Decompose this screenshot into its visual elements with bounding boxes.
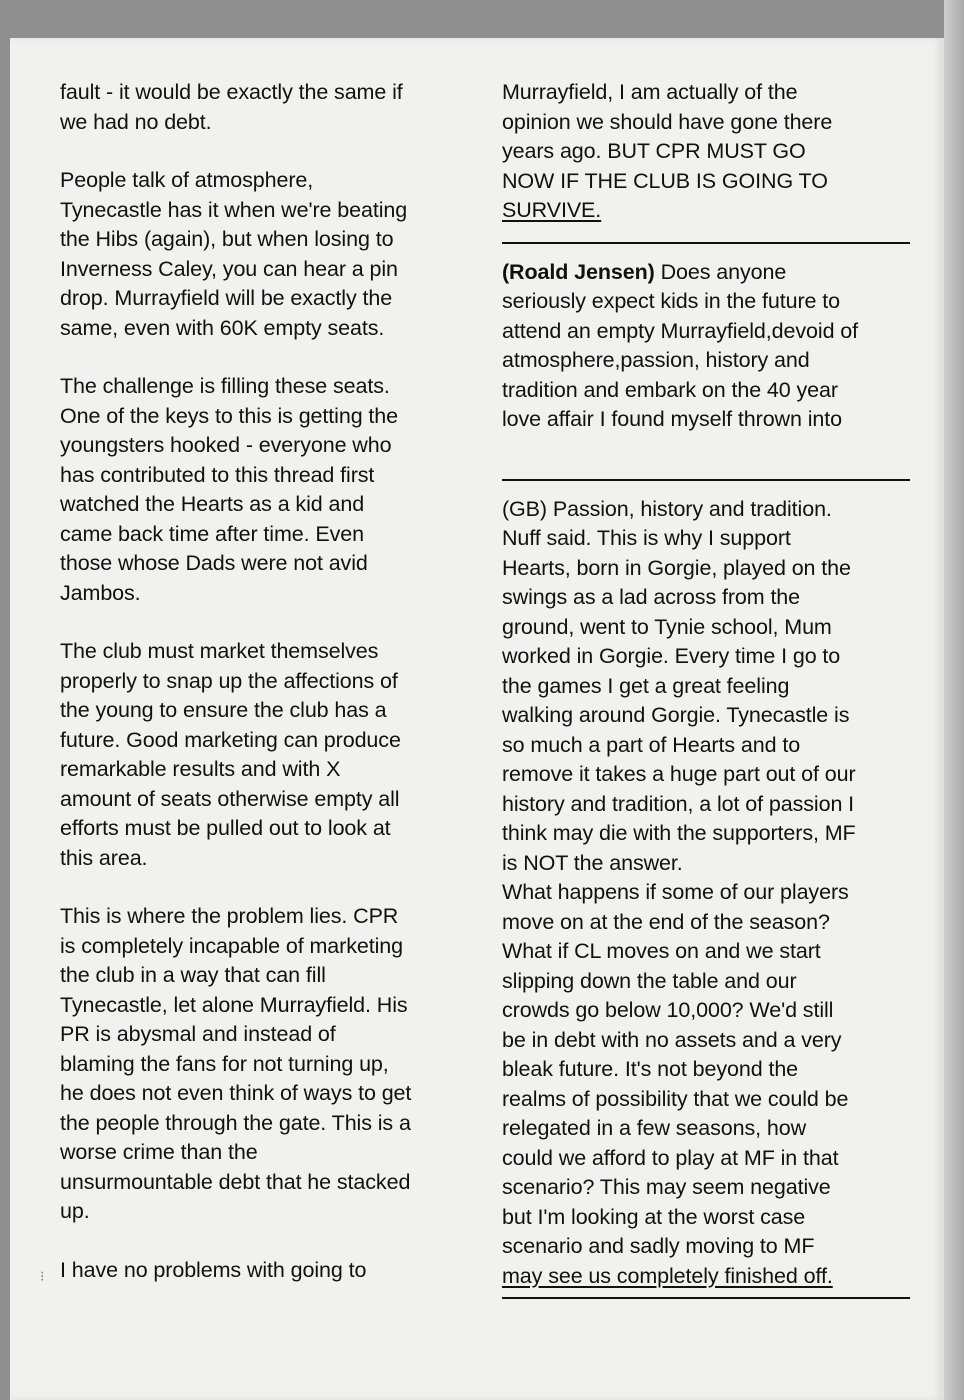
scan-speck: ⁝: [40, 1268, 45, 1284]
right-column: [502, 78, 922, 1313]
left-paragraph-6: I have no problems with going to: [60, 1257, 367, 1282]
right-paragraph-2: [502, 258, 922, 435]
left-paragraph-1: fault - it would be exactly the same if we had no debt.: [60, 80, 403, 134]
left-column: [60, 78, 470, 1285]
page-edge: [944, 0, 964, 1400]
right-paragraph-3-end: may see us completely finished off.: [502, 1263, 833, 1288]
right-paragraph-2-text: Does anyone seriously expect kids in the future to attend an empty Murrayfield,devoid of atmosphere,passion, history and tradition and embark on the 40 year love affair I found myself thrown into: [502, 259, 859, 431]
divider-3: [502, 1297, 910, 1299]
divider-1: [502, 242, 910, 244]
right-paragraph-1-end: SURVIVE.: [502, 198, 602, 222]
left-paragraph-4: The club must market themselves properly to snap up the affections of the young to ensure the club has a future. Good marketing can produce remarkable results and with X amount of seats otherwise empty all efforts must be pulled out to look at this area.: [60, 639, 401, 870]
author-roald-jensen: (Roald Jensen): [502, 259, 655, 284]
left-paragraph-2: People talk of atmosphere, Tynecastle has it when we're beating the Hibs (again), but when losing to Inverness Caley, you can hear a pin drop. Murrayfield will be exactly the same, even with 60K empty seats.: [60, 168, 408, 340]
left-paragraph-3: The challenge is filling these seats. One of the keys to this is getting the youngsters hooked - everyone who has contributed to this thread first watched the Hearts as a kid and came back time after time. Even those whose Dads were not avid Jambos.: [60, 374, 399, 605]
left-paragraph-5: This is where the problem lies. CPR is completely incapable of marketing the club in a way that can fill Tynecastle, let alone Murrayfield. His PR is abysmal and instead of blaming the fans for not turning up, he does not even think of ways to get the people through the gate. This is a worse crime than the unsurmountable debt that he stacked up.: [60, 904, 412, 1223]
right-paragraph-3: (GB) Passion, history and tradition. Nuff said. This is why I support Hearts, born in Gorgie, played on the swings as a lad across from the ground, went to Tynie school, Mum worked in Gorgie. Every time I go to the games I get a great feeling walking around Gorgie. Tynecastle is so much a part of Hearts and to remove it takes a huge part out of our history and tradition, a lot of passion I think may die with the supporters, MF is NOT the answer. What happens if some of our players move on at the end of the season? What if CL moves on and we start slipping down the table and our crowds go below 10,000? We'd still be in debt with no assets and a very bleak future. It's not beyond the realms of possibility that we could be relegated in a few seasons, how could we afford to play at MF in that scenario? This may seem negative but I'm looking at the worst case scenario and sadly moving to MF: [502, 496, 856, 1258]
divider-2: [502, 479, 910, 481]
right-paragraph-1: Murrayfield, I am actually of the opinion we should have gone there years ago. BUT CPR MUST GO NOW IF THE CLUB IS GOING TO: [502, 80, 833, 193]
